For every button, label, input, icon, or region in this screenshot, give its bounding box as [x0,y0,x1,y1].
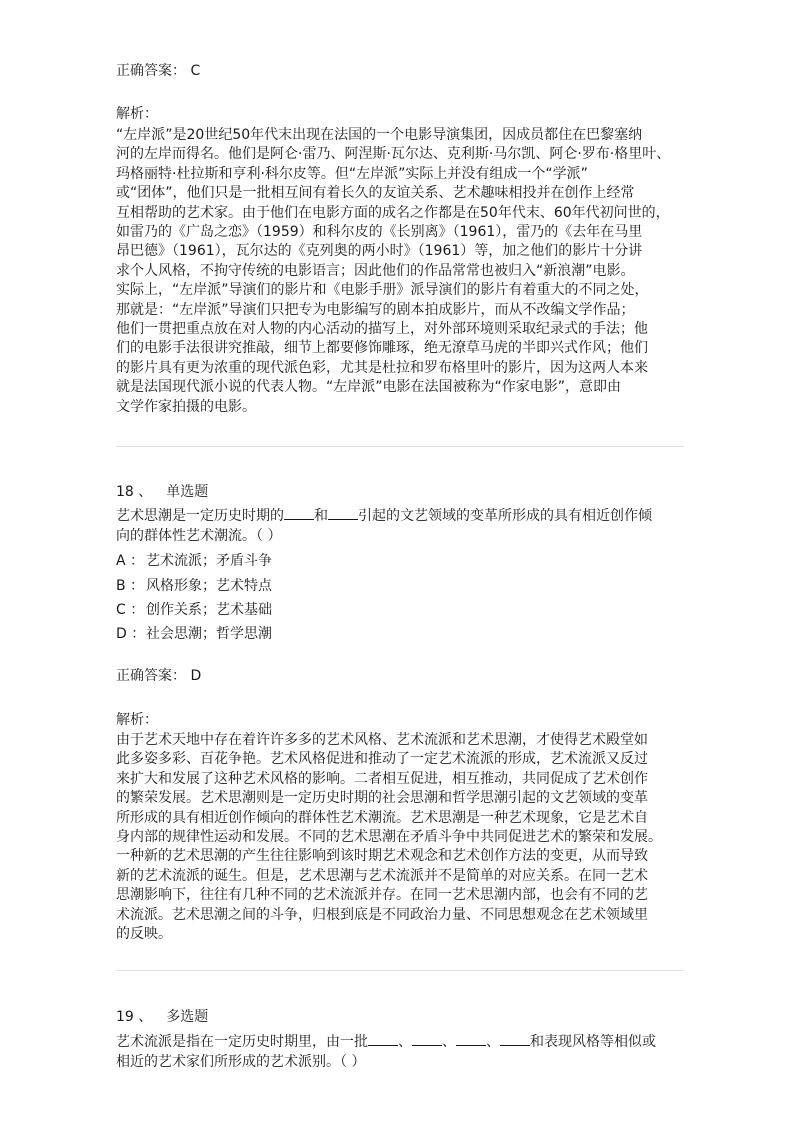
analysis-line: 一种新的艺术思潮的产生往往影响到该时期艺术观念和艺术创作方法的变更，从而导致 [116,848,648,865]
analysis-line: 文学作家拍摄的电影。 [116,398,256,415]
answer-17: 正确答案： C [116,63,201,79]
option-text: 社会思潮；哲学思潮 [146,626,272,642]
analysis-line: 思潮影响下，往往有几种不同的艺术流派并存。在同一艺术思潮内部，也会有不同的艺 [116,887,648,904]
stem-text: 艺术思潮是一定历史时期的 [116,508,284,524]
stem-text: 艺术流派是指在一定历史时期里，由一批 [116,1034,368,1050]
analysis-line: 昂巴德》（1961），瓦尔达的《克列奥的两小时》（1961）等，加之他们的影片十分讲 [116,243,643,260]
analysis-line: 由于艺术天地中存在着许许多多的艺术风格、艺术流派和艺术思潮，才使得艺术殿堂如 [116,732,648,748]
fill-blank [456,1031,486,1046]
analysis-line: 或“团体”，他们只是一批相互间有着长久的友谊关系、艺术趣味相投并在创作上经常 [116,185,635,202]
analysis-text-17 [116,126,686,417]
question-19-stem [116,1031,656,1052]
question-18-header [116,482,208,502]
analysis-line: “左岸派”是20世纪50年代末出现在法国的一个电影导演集团，因成员都住在巴黎塞纳 [116,127,643,143]
analysis-line: 新的艺术流派的诞生。但是，艺术思潮与艺术流派并不是简单的对应关系。在同一艺术 [116,867,648,884]
analysis-line: 河的左岸而得名。他们是阿仑·雷乃、阿涅斯·瓦尔达、克利斯·马尔凯、阿仑·罗布·格里叶、 [116,146,671,163]
fill-blank [500,1031,530,1046]
divider [116,970,684,971]
option-letter: C ： [116,602,145,618]
analysis-line: 互相帮助的艺术家。由于他们在电影方面的成名之作都是在50年代末、60年代初问世的， [116,204,670,221]
option-letter: A ： [116,553,145,569]
analysis-line: 术流派。艺术思潮之间的斗争，归根到底是不同政治力量、不同思想观念在艺术领域里 [116,906,648,923]
analysis-line: 他们一贯把重点放在对人物的内心活动的描写上，对外部环境则采取纪录式的手法；他 [116,321,648,338]
analysis-line: 此多姿多彩、百花争艳。艺术风格促进和推动了一定艺术流派的形成，艺术流派又反过 [116,751,648,768]
analysis-line: 求个人风格，不拘守传统的电影语言；因此他们的作品常常也被归入“新浪潮”电影。 [116,262,635,279]
analysis-line: 的影片具有更为浓重的现代派色彩，尤其是杜拉和罗布格里叶的影片，因为这两人本来 [116,359,648,376]
question-number: 19 、 [116,1009,153,1025]
stem-text: 引起的文艺领域的变革所形成的具有相近创作倾 [358,508,652,524]
option-letter: D ： [116,626,146,642]
question-18-stem-line2: 向的群体性艺术潮流。（ ） [116,528,282,544]
analysis-line: 所形成的具有相近创作倾向的群体性艺术潮流。艺术思潮是一种艺术现象，它是艺术自 [116,809,648,826]
answer-18: 正确答案： D [116,668,202,684]
option-text: 创作关系；艺术基础 [146,602,272,618]
analysis-label-17: 解析： [116,106,158,122]
option-text: 风格形象；艺术特点 [146,578,272,594]
analysis-line: 来扩大和发展了这种艺术风格的影响。二者相互促进，相互推动，共同促成了艺术创作 [116,770,648,787]
analysis-line: 身内部的规律性运动和发展。不同的艺术思潮在矛盾斗争中共同促进艺术的繁荣和发展。 [116,829,662,846]
fill-blank [328,505,358,520]
question-19-stem-line2: 相近的艺术家们所形成的艺术派别。（ ） [116,1054,366,1070]
option-a[interactable] [116,551,272,571]
fill-blank [368,1031,398,1046]
analysis-line: 实际上，“左岸派”导演们的影片和《电影手册》派导演们的影片有着重大的不同之处， [116,282,649,299]
stem-text: 和 [314,508,328,524]
question-type: 多选题 [166,1009,209,1025]
analysis-line: 就是法国现代派小说的代表人物。“左岸派”电影在法国被称为“作家电影”，意即由 [116,379,622,396]
stem-separator: 、 [442,1034,456,1050]
fill-blank [284,505,314,520]
analysis-line: 的反映。 [116,926,172,943]
analysis-line: 玛格丽特·杜拉斯和亨利·科尔皮等。但“左岸派”实际上并没有组成一个“学派” [116,165,588,182]
analysis-line: 们的电影手法很讲究推敲，细节上都要修饰雕琢，绝无潦草马虎的半即兴式作风；他们 [116,340,648,357]
analysis-label-18: 解析： [116,712,158,728]
fill-blank [412,1031,442,1046]
stem-separator: 、 [398,1034,412,1050]
divider [116,446,684,447]
question-19-header [116,1007,208,1027]
option-d[interactable] [116,624,272,644]
stem-text: 和表现风格等相似或 [530,1034,656,1050]
option-b[interactable] [116,576,272,596]
analysis-text-18 [116,731,686,944]
question-18-stem [116,505,652,526]
question-type: 单选题 [166,484,209,500]
analysis-line: 的繁荣发展。艺术思潮则是一定历史时期的社会思潮和哲学思潮引起的文艺领域的变革 [116,790,648,807]
analysis-line: 那就是：“左岸派”导演们只把专为电影编写的剧本拍成影片，而从不改编文学作品； [116,301,635,318]
analysis-line: 如雷乃的《广岛之恋》（1959）和科尔皮的《长别离》（1961），雷乃的《去年在马里 [116,224,643,241]
option-text: 艺术流派；矛盾斗争 [146,553,272,569]
stem-separator: 、 [486,1034,500,1050]
option-letter: B ： [116,578,145,594]
question-number: 18 、 [116,484,153,500]
option-c[interactable] [116,600,272,620]
